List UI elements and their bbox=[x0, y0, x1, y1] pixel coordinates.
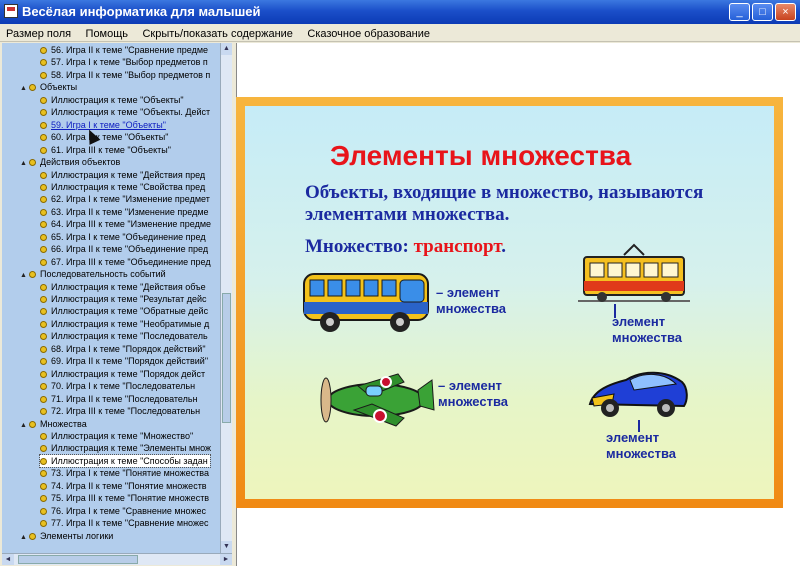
tree-item-label: 65. Игра I к теме "Объединение пред bbox=[51, 231, 206, 242]
menu-help[interactable]: Помощь bbox=[85, 28, 129, 40]
page-icon bbox=[40, 134, 47, 141]
page-icon bbox=[40, 371, 47, 378]
tree-item[interactable] bbox=[40, 467, 209, 479]
page-icon bbox=[40, 433, 47, 440]
tree-item-label: Действия объектов bbox=[40, 157, 121, 168]
tree-item[interactable] bbox=[40, 355, 208, 367]
tree-item-label: Иллюстрация к теме "Обратные дейс bbox=[51, 306, 209, 317]
tree-folder[interactable] bbox=[20, 530, 113, 542]
tree-item[interactable] bbox=[40, 330, 208, 342]
page-icon bbox=[40, 246, 47, 253]
tree-item-label: Иллюстрация к теме "Множество" bbox=[51, 430, 194, 441]
page-icon bbox=[40, 97, 47, 104]
slide-definition: Объекты, входящие в множество, называются элементами множества. bbox=[305, 182, 704, 225]
folder-icon bbox=[29, 159, 36, 166]
set-value: транспорт bbox=[413, 236, 502, 257]
menu-bar bbox=[0, 24, 800, 42]
tree-item-label: 75. Игра III к теме "Понятие множеств bbox=[51, 493, 210, 504]
page-icon bbox=[40, 383, 47, 390]
tree-item-label: Иллюстрация к теме "Необратимые д bbox=[51, 318, 210, 329]
tree-item[interactable] bbox=[40, 131, 168, 143]
tree-item[interactable] bbox=[40, 505, 206, 517]
page-icon bbox=[40, 308, 47, 315]
page-icon bbox=[40, 109, 47, 116]
tree-item-label: Элементы логики bbox=[40, 530, 114, 541]
menu-field-size[interactable]: Размер поля bbox=[6, 28, 72, 40]
tree-item-label: 67. Игра III к теме "Объединение пред bbox=[51, 256, 211, 267]
tree-item[interactable] bbox=[40, 218, 211, 230]
tree-item[interactable] bbox=[40, 442, 211, 454]
expand-arrow-icon[interactable]: ▲ bbox=[20, 421, 27, 429]
tree-folder[interactable] bbox=[20, 418, 87, 430]
tree-item[interactable] bbox=[40, 430, 193, 442]
page-icon bbox=[40, 333, 47, 340]
tree-item-label: Иллюстрация к теме "Свойства пред bbox=[51, 181, 206, 192]
page-icon bbox=[40, 495, 47, 502]
page-icon bbox=[40, 196, 47, 203]
app-icon bbox=[4, 4, 18, 18]
tree-item-label: Иллюстрация к теме "Результат дейс bbox=[51, 294, 207, 304]
page-icon bbox=[40, 458, 47, 465]
scroll-thumb[interactable] bbox=[222, 293, 231, 423]
tree-item-label: Иллюстрация к теме "Элементы множ bbox=[51, 443, 212, 454]
tree-item[interactable] bbox=[40, 480, 207, 492]
page-icon bbox=[40, 47, 47, 54]
title-bar bbox=[0, 0, 800, 24]
tree-item[interactable] bbox=[40, 492, 209, 504]
page-icon bbox=[40, 483, 47, 490]
tree-item[interactable] bbox=[40, 281, 206, 293]
tree-item-label: Иллюстрация к теме "Способы задан bbox=[51, 455, 208, 466]
tree-item-label: 76. Игра I к теме "Сравнение множес bbox=[51, 505, 206, 516]
tree-item[interactable] bbox=[40, 368, 205, 380]
tree-item-label: 66. Игра II к теме "Объединение пред bbox=[51, 244, 209, 255]
tree-item[interactable] bbox=[40, 119, 166, 131]
tree-item-label: 71. Игра II к теме "Последовательн bbox=[51, 393, 198, 404]
tree-item-label: Иллюстрация к теме "Последователь bbox=[51, 331, 208, 342]
menu-toggle-contents[interactable]: Скрыть/показать содержание bbox=[142, 28, 293, 40]
page-icon bbox=[40, 508, 47, 515]
tree-item[interactable] bbox=[40, 94, 184, 106]
minimize-button[interactable]: _ bbox=[729, 3, 750, 21]
set-end: . bbox=[501, 236, 507, 257]
expand-arrow-icon[interactable]: ▲ bbox=[20, 160, 27, 168]
plane-illustration bbox=[318, 366, 436, 432]
tram-caption: элемент множества bbox=[612, 314, 682, 345]
scroll-right-arrow-icon[interactable]: ► bbox=[220, 554, 232, 565]
page-icon bbox=[40, 122, 47, 129]
maximize-button[interactable]: □ bbox=[752, 3, 773, 21]
tree-item[interactable] bbox=[40, 231, 206, 243]
folder-icon bbox=[29, 533, 36, 540]
page-icon bbox=[40, 296, 47, 303]
tree-item[interactable] bbox=[40, 243, 208, 255]
page-icon bbox=[40, 234, 47, 241]
page-icon bbox=[40, 346, 47, 353]
tree-item-label: 62. Игра I к теме "Изменение предмет bbox=[51, 194, 210, 205]
tree-item-label: 57. Игра I к теме "Выбор предметов п bbox=[51, 57, 208, 68]
folder-icon bbox=[29, 271, 36, 278]
tree-item-label: 59. Игра I к теме "Объекты" bbox=[51, 119, 166, 130]
tree-item-label: 56. Игра II к теме "Сравнение предме bbox=[51, 45, 209, 55]
tram-illustration bbox=[578, 243, 690, 305]
expand-arrow-icon[interactable]: ▲ bbox=[20, 85, 27, 93]
page-icon bbox=[40, 321, 47, 328]
tree-item-label: Иллюстрация к теме "Действия объе bbox=[51, 281, 206, 292]
tree-item-label: Объекты bbox=[40, 82, 78, 93]
tree-item-label: 70. Игра I к теме "Последовательн bbox=[51, 381, 196, 392]
tree-item-label: Иллюстрация к теме "Порядок дейст bbox=[51, 368, 206, 379]
page-icon bbox=[40, 209, 47, 216]
scroll-thumb-horizontal[interactable] bbox=[18, 555, 138, 564]
expand-arrow-icon[interactable]: ▲ bbox=[20, 272, 27, 280]
tree-item[interactable] bbox=[40, 256, 211, 268]
slide-title: Элементы множества bbox=[330, 140, 632, 171]
tree-item-label: 58. Игра II к теме "Выбор предметов п bbox=[51, 69, 211, 80]
set-label: Множество: bbox=[305, 236, 409, 257]
tree-item[interactable] bbox=[40, 393, 198, 405]
tree-item-label: Иллюстрация к теме "Объекты" bbox=[51, 94, 184, 105]
page-icon bbox=[40, 408, 47, 415]
window-title: Весёлая информатика для малышей bbox=[22, 4, 261, 19]
page-icon bbox=[40, 184, 47, 191]
tree-item[interactable] bbox=[40, 44, 208, 56]
slide-set-line bbox=[305, 236, 506, 258]
tree-folder[interactable] bbox=[20, 268, 166, 280]
page-icon bbox=[40, 59, 47, 66]
contents-tree[interactable] bbox=[2, 43, 232, 553]
page-icon bbox=[40, 172, 47, 179]
tree-item[interactable] bbox=[40, 343, 206, 355]
scroll-down-arrow-icon[interactable]: ▼ bbox=[221, 541, 232, 553]
tree-item-label: Последовательность событий bbox=[40, 269, 166, 280]
close-button[interactable]: × bbox=[775, 3, 796, 21]
tree-item-label: 60. Игра II к теме "Объекты" bbox=[51, 132, 169, 143]
tree-item-label: 77. Игра II к теме "Сравнение множес bbox=[51, 518, 209, 529]
menu-fairy-education[interactable]: Сказочное образование bbox=[307, 28, 431, 40]
tree-item[interactable] bbox=[40, 181, 205, 193]
tree-item[interactable] bbox=[40, 405, 200, 417]
tree-item-label: 63. Игра II к теме "Изменение предме bbox=[51, 206, 209, 217]
car-caption: элемент множества bbox=[606, 430, 676, 461]
page-icon bbox=[40, 259, 47, 266]
tree-folder[interactable] bbox=[20, 156, 120, 168]
tree-item[interactable] bbox=[40, 517, 209, 529]
tree-item-label: 69. Игра II к теме "Порядок действий" bbox=[51, 356, 209, 367]
tree-item[interactable] bbox=[40, 106, 210, 118]
tree-item-label: 68. Игра I к теме "Порядок действий" bbox=[51, 343, 206, 354]
tree-folder[interactable] bbox=[20, 81, 77, 93]
page-icon bbox=[40, 147, 47, 154]
tree-item-label: 61. Игра III к теме "Объекты" bbox=[51, 144, 171, 155]
page-icon bbox=[40, 358, 47, 365]
page-icon bbox=[40, 72, 47, 79]
car-illustration bbox=[586, 364, 690, 422]
tree-item[interactable] bbox=[40, 206, 209, 218]
tree-item-label: 72. Игра III к теме "Последовательн bbox=[51, 406, 201, 417]
tree-item-label: 73. Игра I к теме "Понятие множества bbox=[51, 468, 209, 479]
bus-illustration bbox=[300, 268, 432, 334]
tree-item[interactable] bbox=[40, 293, 206, 305]
bus-caption: – элемент множества bbox=[436, 285, 506, 316]
tree-item[interactable] bbox=[40, 318, 209, 330]
tree-item[interactable] bbox=[40, 455, 210, 467]
tree-item-label: Иллюстрация к теме "Объекты. Дейст bbox=[51, 107, 211, 118]
page-icon bbox=[40, 445, 47, 452]
tree-vertical-scrollbar[interactable] bbox=[220, 43, 232, 553]
page-icon bbox=[40, 520, 47, 527]
folder-icon bbox=[29, 84, 36, 91]
tree-item[interactable] bbox=[40, 193, 210, 205]
page-icon bbox=[40, 396, 47, 403]
tree-item-label: 64. Игра III к теме "Изменение предме bbox=[51, 219, 212, 230]
folder-icon bbox=[29, 421, 36, 428]
scroll-up-arrow-icon[interactable]: ▲ bbox=[221, 43, 232, 55]
tree-item-label: Множества bbox=[40, 418, 87, 429]
tree-item[interactable] bbox=[40, 144, 171, 156]
page-icon bbox=[40, 470, 47, 477]
tree-horizontal-scrollbar[interactable] bbox=[2, 553, 232, 565]
tree-item[interactable] bbox=[40, 305, 208, 317]
page-icon bbox=[40, 221, 47, 228]
scroll-left-arrow-icon[interactable]: ◄ bbox=[2, 554, 14, 565]
tree-item[interactable] bbox=[40, 380, 195, 392]
page-icon bbox=[40, 284, 47, 291]
tree-item[interactable] bbox=[40, 69, 210, 81]
tree-item[interactable] bbox=[40, 56, 208, 68]
tree-item[interactable] bbox=[40, 169, 205, 181]
tree-item-label: Иллюстрация к теме "Действия пред bbox=[51, 169, 206, 180]
plane-caption: – элемент множества bbox=[438, 378, 508, 409]
expand-arrow-icon[interactable]: ▲ bbox=[20, 533, 27, 541]
tree-item-label: 74. Игра II к теме "Понятие множеств bbox=[51, 480, 207, 491]
